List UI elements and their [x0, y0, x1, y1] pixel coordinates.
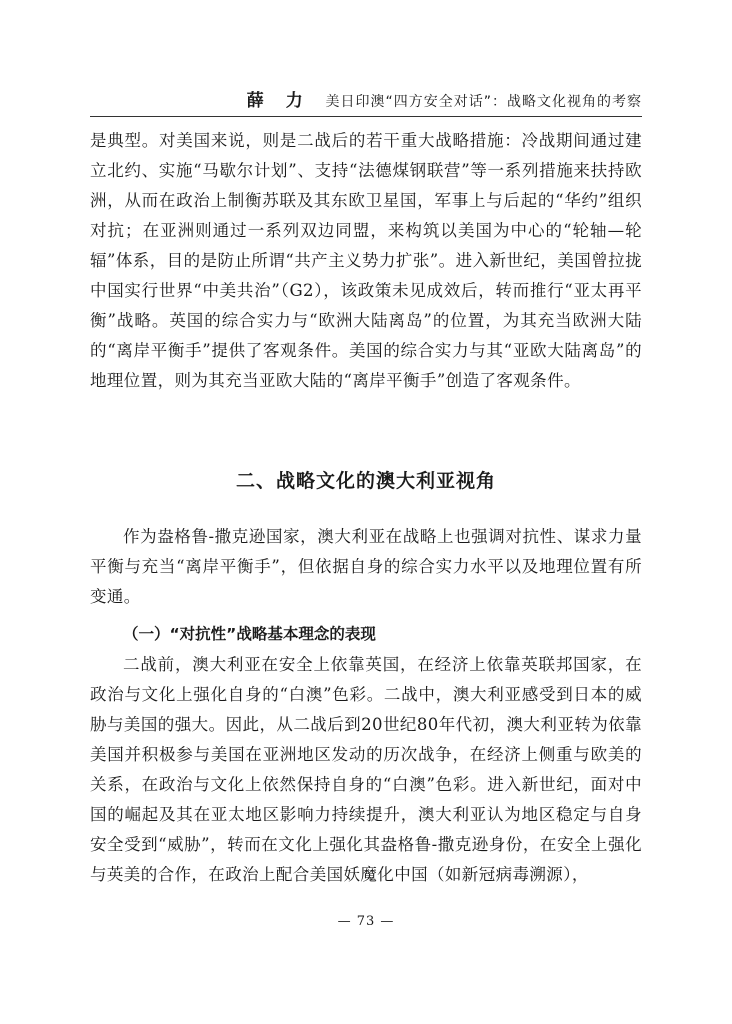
paragraph-section-intro: 作为盎格鲁-撒克逊国家，澳大利亚在战略上也强调对抗性、谋求力量平衡与充当“离岸平衡手”，但依据自身的综合实力水平以及地理位置有所变通。: [90, 527, 642, 606]
subsection-title: （一）“对抗性”战略基本理念的表现: [123, 625, 376, 643]
paragraph-body: 二战前，澳大利亚在安全上依靠英国，在经济上依靠英联邦国家，在政治与文化上强化自身的“白澳”色彩。二战中，澳大利亚感受到日本的威胁与美国的强大。因此，从二战后到20世纪80年代初，澳大利亚转为依靠美国并积极参与美国在亚洲地区发动的历次战争，在经济上侧重与欧美的关系，在政治与文化上依然保持自身的“白澳”色彩。进入新世纪，面对中国的崛起及其在亚太地区影响力持续提升，澳大利亚认为地区稳定与自身安全受到“威胁”，转而在文化上强化其盎格鲁-撒克逊身份，在安全上强化与英美的合作，在政治上配合美国妖魔化中国（如新冠病毒溯源），: [90, 655, 642, 884]
header-article-title: 美日印澳“四方安全对话”：战略文化视角的考察: [325, 94, 642, 110]
running-header: [90, 88, 642, 114]
page-number: — 73 —: [337, 914, 395, 929]
paragraph-intro: 是典型。对美国来说，则是二战后的若干重大战略措施：冷战期间通过建立北约、实施“马歇尔计划”、支持“法德煤钢联营”等一系列措施来扶持欧洲，从而在政治上制衡苏联及其东欧卫星国，军事上与后起的“华约”组织对抗；在亚洲则通过一系列双边同盟，来构筑以美国为中心的“轮轴—轮辐”体系，目的是防止所谓“共产主义势力扩张”。进入新世纪，美国曾拉拢中国实行世界“中美共治”（G2），该政策未见成效后，转而推行“亚太再平衡”战略。英国的综合实力与“欧洲大陆离岛”的位置，为其充当欧洲大陆的“离岸平衡手”提供了客观条件。美国的综合实力与其“亚欧大陆离岛”的地理位置，则为其充当亚欧大陆的“离岸平衡手”创造了客观条件。: [90, 131, 642, 390]
section-title: 二、战略文化的澳大利亚视角: [235, 470, 496, 492]
header-divider: [90, 116, 642, 117]
header-author: 薛 力: [246, 91, 311, 111]
